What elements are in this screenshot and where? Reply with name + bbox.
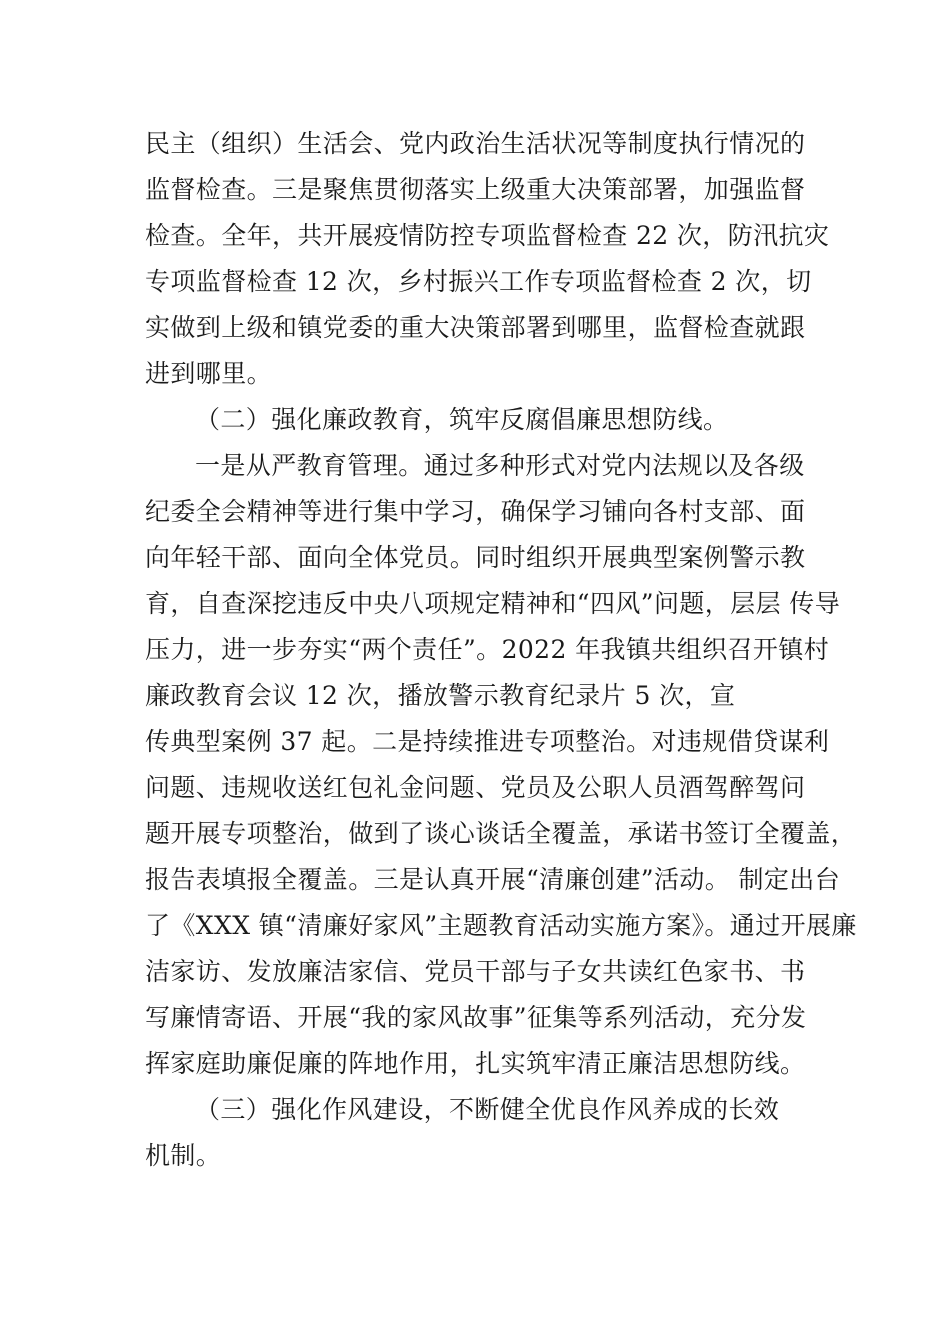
body-line: 实做到上级和镇党委的重大决策部署到哪里，监督检查就跟	[145, 313, 806, 342]
body-line: 机制。	[145, 1141, 222, 1170]
body-line: 问题、违规收送红包礼金问题、党员及公职人员酒驾醉驾问	[145, 773, 806, 802]
body-line: 压力，进一步夯实“两个责任”。2022 年我镇共组织召开镇村	[145, 635, 830, 664]
section-heading-2: （二）强化廉政教育，筑牢反腐倡廉思想防线。	[195, 405, 729, 434]
body-line: 进到哪里。	[145, 359, 273, 388]
body-line: 传典型案例 37 起。二是持续推进专项整治。对违规借贷谋利	[145, 727, 830, 756]
body-line: 向年轻干部、面向全体党员。同时组织开展典型案例警示教	[145, 543, 806, 572]
section-heading-3: （三）强化作风建设，不断健全优良作风养成的长效	[195, 1095, 780, 1124]
body-line: 专项监督检查 12 次，乡村振兴工作专项监督检查 2 次，切	[145, 267, 812, 296]
body-line: 育，自查深挖违反中央八项规定精神和“四风”问题，层层 传导	[145, 589, 841, 618]
body-line: 题开展专项整治，做到了谈心谈话全覆盖，承诺书签订全覆盖，	[145, 819, 857, 848]
body-line: 民主（组织）生活会、党内政治生活状况等制度执行情况的	[145, 129, 806, 158]
body-line: 报告表填报全覆盖。三是认真开展“清廉创建”活动。 制定出台	[145, 865, 841, 894]
paragraph-start: 一是从严教育管理。通过多种形式对党内法规以及各级	[195, 451, 805, 480]
body-line: 廉政教育会议 12 次，播放警示教育纪录片 5 次，宣	[145, 681, 736, 710]
document-body	[145, 121, 857, 1179]
body-line: 洁家访、发放廉洁家信、党员干部与子女共读红色家书、书	[145, 957, 806, 986]
body-line: 写廉情寄语、开展“我的家风故事”征集等系列活动，充分发	[145, 1003, 807, 1032]
body-line: 监督检查。三是聚焦贯彻落实上级重大决策部署，加强监督	[145, 175, 806, 204]
body-line: 检查。全年，共开展疫情防控专项监督检查 22 次，防汛抗灾	[145, 221, 830, 250]
body-line: 挥家庭助廉促廉的阵地作用，扎实筑牢清正廉洁思想防线。	[145, 1049, 806, 1078]
body-line: 纪委全会精神等进行集中学习，确保学习铺向各村支部、面	[145, 497, 806, 526]
body-line: 了《XXX 镇“清廉好家风”主题教育活动实施方案》。通过开展廉	[145, 911, 857, 940]
